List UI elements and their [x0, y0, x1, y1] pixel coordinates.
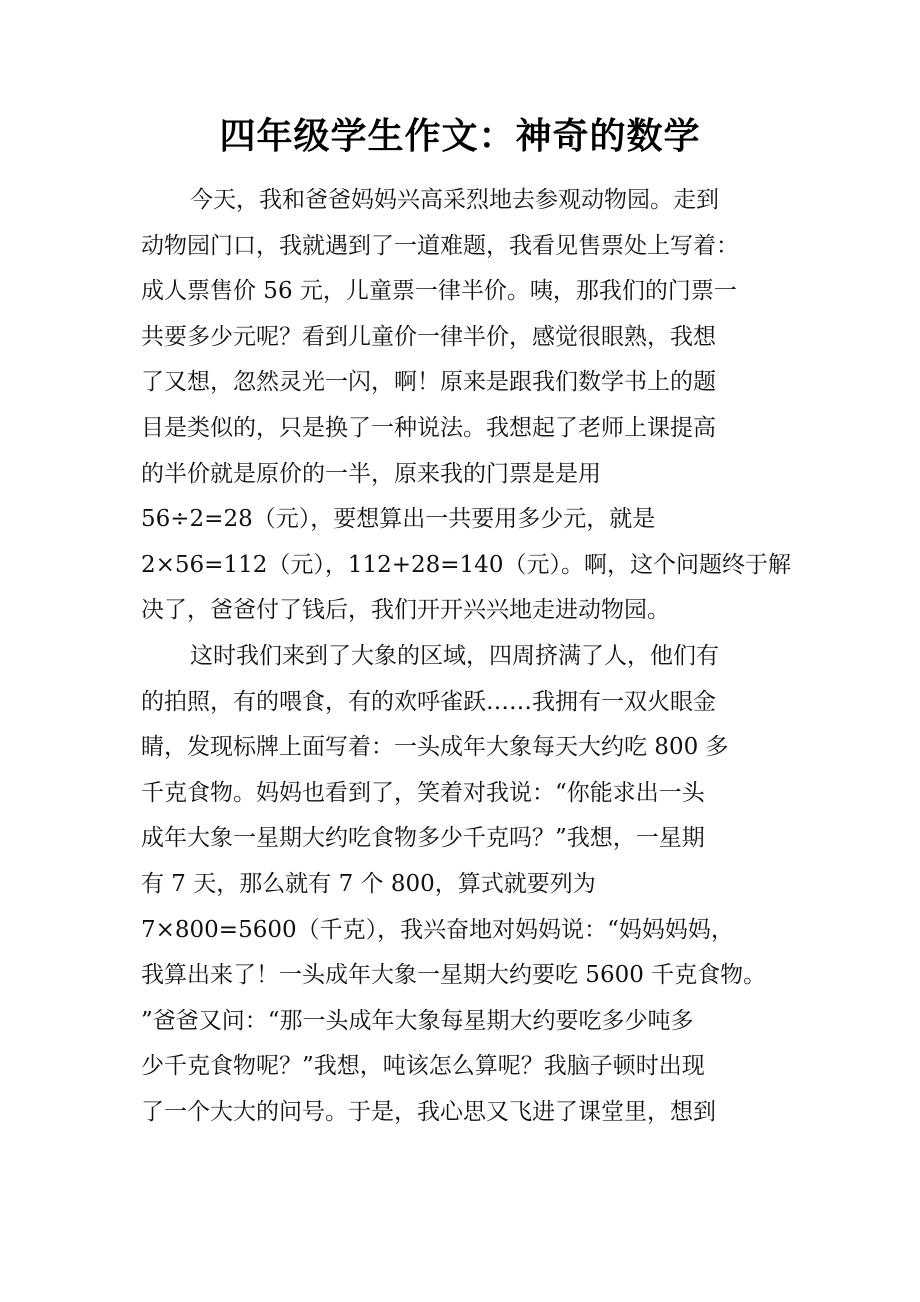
paragraph-1-line-8: 56÷2=28（元），要想算出一共要用多少元，就是 [141, 506, 656, 533]
paragraph-1-line-7: 的半价就是原价的一半，原来我的门票是是用 [141, 460, 601, 487]
paragraph-1-line-3: 成人票售价 56 元，儿童票一律半价。咦，那我们的门票一 [141, 278, 737, 305]
paragraph-1-line-1: 今天，我和爸爸妈妈兴高采烈地去参观动物园。走到 [190, 187, 719, 213]
paragraph-1-line-6: 目是类似的，只是换了一种说法。我想起了老师上课提高 [141, 414, 716, 441]
paragraph-2-line-9: ”爸爸又问：“那一头成年大象每星期大约要吃多少吨多 [141, 1007, 694, 1034]
paragraph-2-line-4: 千克食物。妈妈也看到了，笑着对我说：“你能求出一头 [141, 779, 705, 806]
paragraph-1-line-2: 动物园门口，我就遇到了一道难题，我看见售票处上写着： [141, 232, 739, 259]
paragraph-2-line-1: 这时我们来到了大象的区域，四周挤满了人，他们有 [190, 642, 719, 669]
paragraph-2-line-3: 睛，发现标牌上面写着：一头成年大象每天大约吃 800 多 [141, 734, 729, 761]
paragraph-2-line-10: 少千克食物呢？”我想，吨该怎么算呢？我脑子顿时出现 [141, 1053, 705, 1080]
paragraph-2-line-7: 7×800=5600（千克），我兴奋地对妈妈说：“妈妈妈妈， [141, 916, 734, 943]
paragraph-2-line-5: 成年大象一星期大约吃食物多少千克吗？”我想，一星期 [141, 825, 705, 852]
document-title: 四年级学生作文：神奇的数学 [219, 115, 701, 157]
article-body [141, 178, 801, 1135]
paragraph-2-line-8: 我算出来了！一头成年大象一星期大约要吃 5600 千克食物。 [141, 962, 767, 989]
paragraph-2-line-11: 了一个大大的问号。于是，我心思又飞进了课堂里，想到 [141, 1098, 716, 1125]
paragraph-2-line-6: 有 7 天，那么就有 7 个 800，算式就要列为 [141, 870, 596, 897]
paragraph-1-line-5: 了又想，忽然灵光一闪，啊！原来是跟我们数学书上的题 [141, 369, 716, 396]
paragraph-1-line-10: 决了，爸爸付了钱后，我们开开兴兴地走进动物园。 [141, 597, 670, 624]
paragraph-1-line-9: 2×56=112（元），112+28=140（元）。啊，这个问题终于解 [141, 551, 791, 578]
paragraph-2-line-2: 的拍照，有的喂食，有的欢呼雀跃……我拥有一双火眼金 [141, 688, 716, 715]
paragraph-1-line-4: 共要多少元呢？看到儿童价一律半价，感觉很眼熟，我想 [141, 323, 716, 350]
